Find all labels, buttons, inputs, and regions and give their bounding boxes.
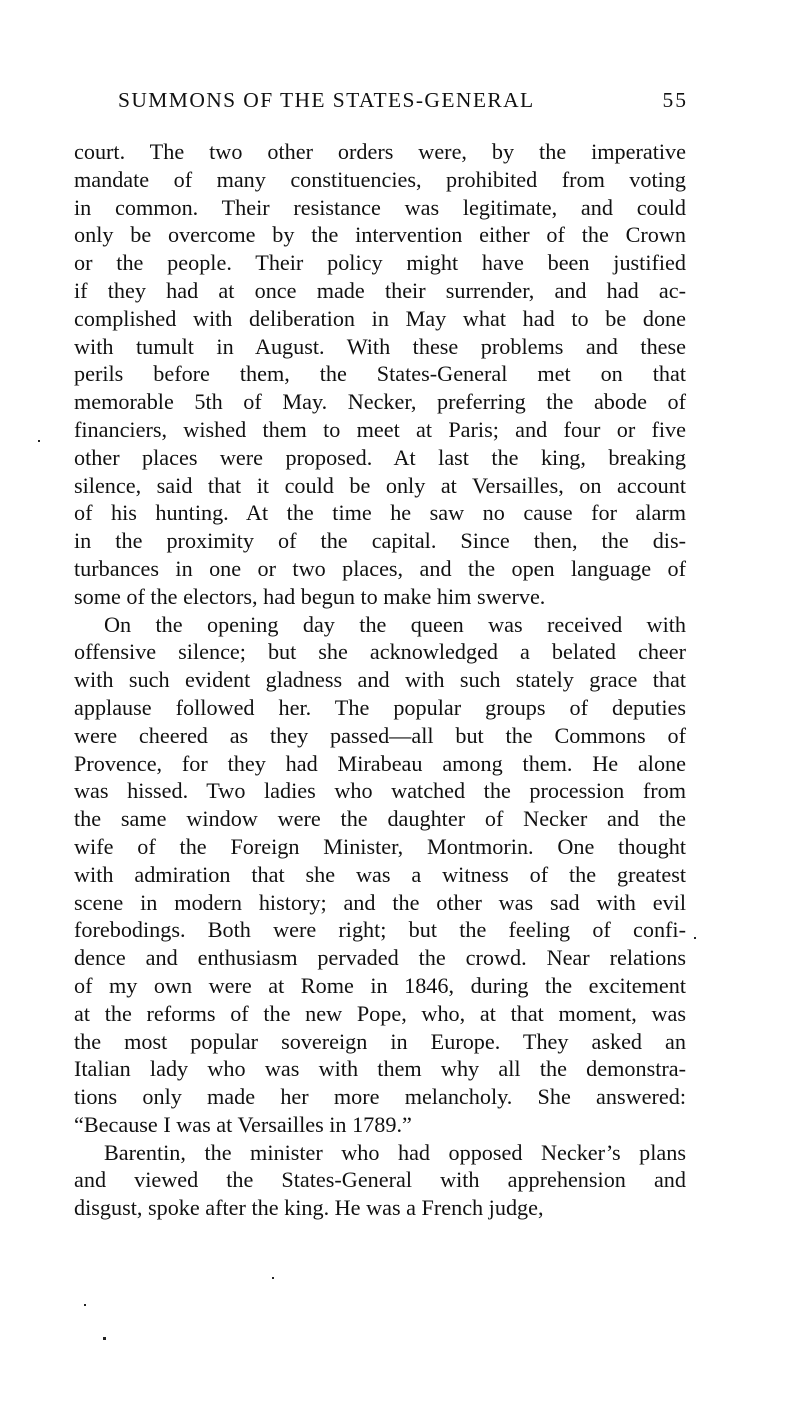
text-line: perils before them, the States-General met on that (74, 361, 686, 387)
text-line: in common. Their resistance was legitimate, and could (74, 194, 686, 220)
text-line: forebodings. Both were right; but the feeling of confi- (74, 917, 686, 943)
text-line: silence, said that it could be only at Versailles, on account (74, 472, 686, 498)
text-line: and viewed the States-General with apprehension and (74, 1167, 686, 1193)
scan-speck (694, 937, 696, 939)
scan-speck (38, 440, 40, 442)
text-line: of my own were at Rome in 1846, during the excitement (74, 972, 686, 998)
paragraph (74, 138, 686, 611)
text-line: other places were proposed. At last the king, breaking (74, 444, 686, 470)
text-line: On the opening day the queen was received with (104, 611, 686, 637)
paragraph (74, 611, 686, 1139)
text-line: Barentin, the minister who had opposed Necker’s plans (104, 1139, 686, 1165)
text-line: were cheered as they passed—all but the Commons of (74, 722, 686, 748)
text-line: court. The two other orders were, by the imperative (74, 139, 686, 164)
text-line: complished with deliberation in May what had to be done (74, 305, 686, 331)
text-line: of his hunting. At the time he saw no cause for alarm (74, 500, 686, 526)
text-line: was hissed. Two ladies who watched the procession from (74, 778, 686, 804)
text-line: at the reforms of the new Pope, who, at that moment, was (74, 1000, 686, 1026)
page-number: 55 (662, 88, 688, 112)
text-line: wife of the Foreign Minister, Montmorin. One thought (74, 833, 686, 859)
text-line: with admiration that she was a witness of the greatest (74, 861, 686, 887)
scan-speck (84, 1304, 86, 1306)
running-title: SUMMONS OF THE STATES-GENERAL (118, 88, 535, 112)
text-line: turbances in one or two places, and the open language of (74, 555, 686, 581)
text-line: some of the electors, had begun to make him swerve. (74, 583, 546, 609)
text-line: in the proximity of the capital. Since then, the dis- (74, 528, 686, 554)
text-line: applause followed her. The popular groups of deputies (74, 694, 686, 720)
text-line: memorable 5th of May. Necker, preferring the abode of (74, 389, 686, 415)
text-line: if they had at once made their surrender, and had ac- (74, 277, 686, 303)
text-line: dence and enthusiasm pervaded the crowd. Near relations (74, 945, 686, 971)
text-line: the same window were the daughter of Necker and the (74, 806, 686, 832)
body-text (74, 138, 686, 1222)
text-line: only be overcome by the intervention either of the Crown (74, 222, 686, 248)
text-line: “Because I was at Versailles in 1789.” (74, 1111, 412, 1137)
text-line: or the people. Their policy might have been justified (74, 250, 686, 276)
running-head (118, 88, 688, 113)
text-line: scene in modern history; and the other was sad with evil (74, 889, 686, 915)
text-line: mandate of many constituencies, prohibited from voting (74, 166, 686, 192)
scan-speck (272, 1277, 274, 1279)
text-line: financiers, wished them to meet at Paris; and four or five (74, 416, 686, 442)
text-line: Provence, for they had Mirabeau among them. He alone (74, 750, 686, 776)
text-line: disgust, spoke after the king. He was a French judge, (74, 1195, 544, 1221)
text-line: Italian lady who was with them why all the demonstra- (74, 1056, 686, 1082)
text-line: with such evident gladness and with such stately grace that (74, 667, 686, 693)
text-line: with tumult in August. With these problems and these (74, 333, 686, 359)
text-line: the most popular sovereign in Europe. They asked an (74, 1028, 686, 1054)
text-line: tions only made her more melancholy. She answered: (74, 1084, 686, 1110)
scan-speck (103, 1337, 106, 1340)
paragraph (74, 1139, 686, 1222)
text-line: offensive silence; but she acknowledged a belated cheer (74, 639, 686, 665)
